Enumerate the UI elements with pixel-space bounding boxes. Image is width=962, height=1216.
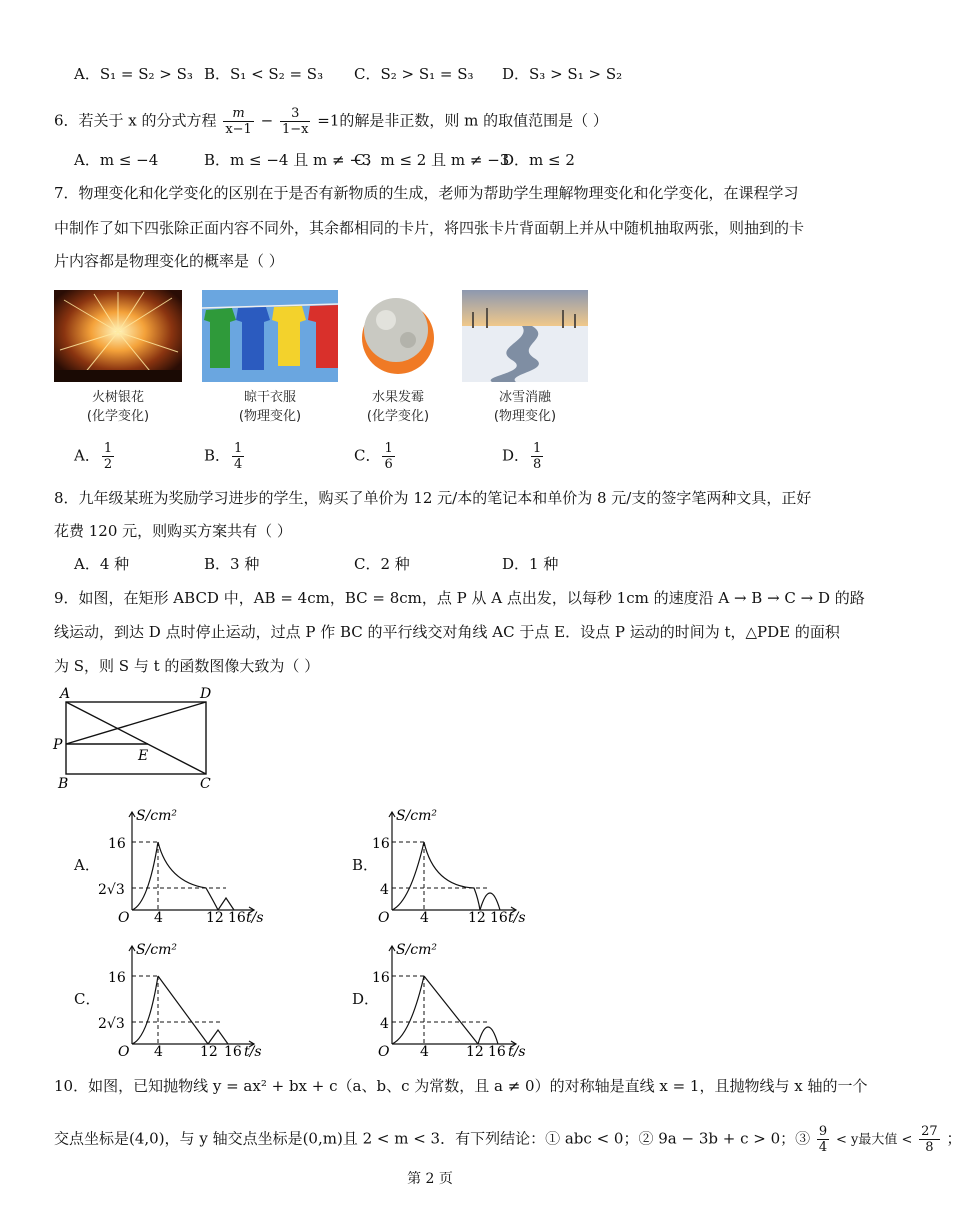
q6-option-b: B．m ≤ −4 且 m ≠ −3 xyxy=(204,151,372,169)
graph-d xyxy=(370,936,540,1058)
svg-text:S/cm²: S/cm² xyxy=(396,808,438,824)
svg-text:t/s: t/s xyxy=(508,1044,526,1060)
q10-mid: < y最大值 < xyxy=(835,1132,913,1148)
svg-text:16: 16 xyxy=(490,910,508,926)
svg-text:2√3: 2√3 xyxy=(98,1016,125,1032)
q9-line3: 为 S，则 S 与 t 的函数图像大致为（ ） xyxy=(54,657,320,675)
q8-option-a: A．4 种 xyxy=(74,555,130,573)
q9-line2: 线运动，到达 D 点时停止运动，过点 P 作 BC 的平行线交对角线 AC 于点 E．设点 P 运动的时间为 t，△PDE 的面积 xyxy=(54,623,840,641)
q6-frac2: $\frac{3}{1-x}$ xyxy=(281,106,309,137)
svg-text:O: O xyxy=(378,910,390,926)
svg-text:t/s: t/s xyxy=(244,1044,262,1060)
q10-line2-text: 交点坐标是(4,0)，与 y 轴交点坐标是(0,m)且 2 < m < 3．有下列结论：① abc < 0；② 9a − 3b + c > 0；③ xyxy=(54,1129,811,1148)
svg-text:S/cm²: S/cm² xyxy=(396,942,438,958)
fireworks-photo xyxy=(54,290,182,382)
q5-option-d: D．S₃ > S₁ > S₂ xyxy=(502,65,623,83)
q7-line2: 中制作了如下四张除正面内容不同外，其余都相同的卡片，将四张卡片背面朝上并从中随机抽取两张，则抽到的卡 xyxy=(54,219,805,237)
q6-minus: − xyxy=(260,111,274,130)
svg-text:12: 12 xyxy=(200,1044,218,1060)
svg-text:16: 16 xyxy=(372,970,390,986)
q7-line1: 7．物理变化和化学变化的区别在于是否有新物质的生成，老师为帮助学生理解物理变化和化学变化，在课程学习 xyxy=(54,184,799,202)
graph-c xyxy=(96,936,266,1058)
q8-option-d: D．1 种 xyxy=(502,555,559,573)
q10-line2 xyxy=(54,1124,962,1155)
clothes-photo xyxy=(202,290,338,382)
q7-option-a: A． $\frac{1}{2}$ xyxy=(74,441,113,472)
card-caption-1: 火树银花 (化学变化) xyxy=(86,390,150,424)
svg-text:16: 16 xyxy=(372,836,390,852)
q9-line1: 9．如图，在矩形 ABCD 中，AB = 4cm，BC = 8cm，点 P 从 A 点出发，以每秒 1cm 的速度沿 A → B → C → D 的路 xyxy=(54,589,865,607)
melting-snow-photo xyxy=(462,290,588,382)
svg-text:S/cm²: S/cm² xyxy=(136,808,178,824)
q8-option-c: C．2 种 xyxy=(354,555,410,573)
graph-label-d: D． xyxy=(352,990,380,1008)
q7-option-b: B． $\frac{1}{4}$ xyxy=(204,441,243,472)
point-p-label: P xyxy=(53,737,63,753)
point-c-label: C xyxy=(200,776,211,792)
q10-frac-b: $\frac{27}{8}$ xyxy=(921,1124,938,1155)
svg-text:16: 16 xyxy=(488,1044,506,1060)
card-caption-3: 水果发霉 (化学变化) xyxy=(366,390,430,424)
svg-text:t/s: t/s xyxy=(508,910,526,926)
svg-text:16: 16 xyxy=(224,1044,242,1060)
point-a-label: A xyxy=(60,686,71,702)
graph-label-c: C． xyxy=(74,990,101,1008)
graph-label-a: A． xyxy=(74,856,100,874)
q7-option-c: C． $\frac{1}{6}$ xyxy=(354,441,393,472)
q10-line1: 10．如图，已知抛物线 y = ax² + bx + c（a、b、c 为常数，且 a ≠ 0）的对称轴是直线 x = 1，且抛物线与 x 轴的一个 xyxy=(54,1077,868,1095)
svg-text:4: 4 xyxy=(154,910,163,926)
q6-prefix: 6．若关于 x 的分式方程 xyxy=(54,111,217,130)
svg-text:4: 4 xyxy=(154,1044,163,1060)
svg-text:2√3: 2√3 xyxy=(98,882,125,898)
point-d-label: D xyxy=(200,686,212,702)
q5-option-b: B．S₁ < S₂ = S₃ xyxy=(204,65,324,83)
card-caption-2: 晾干衣服 (物理变化) xyxy=(238,390,302,424)
svg-text:S/cm²: S/cm² xyxy=(136,942,178,958)
q8-option-b: B．3 种 xyxy=(204,555,260,573)
svg-text:t/s: t/s xyxy=(246,910,264,926)
q6-option-a: A．m ≤ −4 xyxy=(74,151,159,169)
q8-line2: 花费 120 元，则购买方案共有（ ） xyxy=(54,522,292,540)
svg-text:12: 12 xyxy=(468,910,486,926)
q6-option-d: D．m ≤ 2 xyxy=(502,151,575,169)
svg-text:4: 4 xyxy=(420,910,429,926)
svg-text:4: 4 xyxy=(420,1044,429,1060)
q6-frac1: $\frac{m}{x-1}$ xyxy=(225,106,252,137)
q6-option-c: C．m ≤ 2 且 m ≠ −3 xyxy=(354,151,510,169)
page-number: 第 2 页 xyxy=(407,1171,453,1187)
q7-line3: 片内容都是物理变化的概率是（ ） xyxy=(54,252,284,270)
svg-text:O: O xyxy=(118,910,130,926)
svg-text:16: 16 xyxy=(108,970,126,986)
q10-tail: ； xyxy=(946,1129,962,1148)
rectangle-figure xyxy=(50,684,220,792)
point-b-label: B xyxy=(58,776,69,792)
q6-stem xyxy=(54,106,608,137)
q10-frac-a: $\frac{9}{4}$ xyxy=(818,1124,828,1155)
q8-line1: 8．九年级某班为奖励学习进步的学生，购买了单价为 12 元/本的笔记本和单价为 8 元/支的签字笔两种文具，正好 xyxy=(54,489,812,507)
svg-text:12: 12 xyxy=(466,1044,484,1060)
svg-text:O: O xyxy=(118,1044,130,1060)
q5-option-a: A．S₁ = S₂ > S₃ xyxy=(74,65,193,83)
graph-label-b: B． xyxy=(352,856,379,874)
q5-option-c: C．S₂ > S₁ = S₃ xyxy=(354,65,474,83)
svg-text:4: 4 xyxy=(380,882,389,898)
moldy-fruit-photo xyxy=(356,290,440,382)
card-caption-4: 冰雪消融 (物理变化) xyxy=(493,390,557,424)
svg-text:12: 12 xyxy=(206,910,224,926)
q7-option-d: D． $\frac{1}{8}$ xyxy=(502,441,542,472)
svg-text:16: 16 xyxy=(228,910,246,926)
svg-text:4: 4 xyxy=(380,1016,389,1032)
svg-text:16: 16 xyxy=(108,836,126,852)
graph-b xyxy=(370,802,540,924)
q6-suffix: =1的解是非正数，则 m 的取值范围是（ ） xyxy=(317,111,608,130)
point-e-label: E xyxy=(138,748,149,764)
svg-text:O: O xyxy=(378,1044,390,1060)
graph-a xyxy=(96,802,266,924)
